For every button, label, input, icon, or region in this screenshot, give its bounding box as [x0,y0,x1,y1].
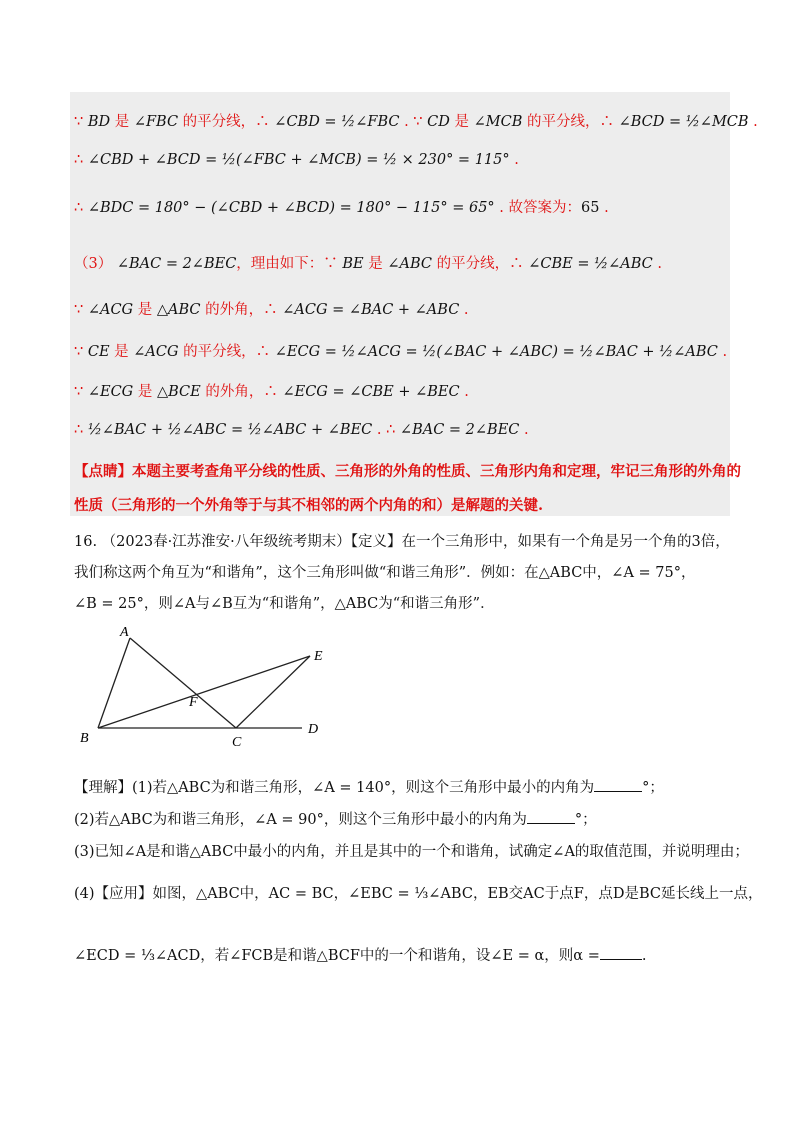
math-expression: CD [427,114,450,130]
solution-line [74,252,662,273]
math-expression: ∠CBE = ½∠ABC [528,256,653,272]
solution-text: . [652,256,662,272]
solution-text: 的平分线，∴ [432,256,529,272]
key-point-line-2: 性质（三角形的一个外角等于与其不相邻的两个内角的和）是解题的关键. [74,497,544,514]
math-expression: ∠ACG [133,344,179,360]
math-expression: ½∠BAC + ½∠ABC = ½∠ABC + ∠BEC [87,422,373,438]
solution-text: . [748,114,758,130]
math-expression: ∠ECG [87,384,134,400]
question-part-1: 【理解】(1)若△ABC为和谐三角形，∠A = 140°，则这个三角形中最小的内角为 °； [74,780,664,796]
question-part-4-cont: ∠ECD = ⅓∠ACD，若∠FCB是和谐△BCF中的一个和谐角，设∠E = α，则α = . [74,948,647,964]
math-expression: ∠CBD = ½∠FBC [274,114,400,130]
solution-line [74,152,519,168]
question-part-2: (2)若△ABC为和谐三角形，∠A = 90°，则这个三角形中最小的内角为 °； [74,812,597,828]
solution-text: . ∵ [399,114,428,130]
solution-line [74,110,758,131]
solution-text: 的平分线，∴ [522,114,619,130]
solution-block [70,92,758,516]
math-expression: ∠BAC = 2∠BEC [116,256,237,272]
question-part-3: (3)已知∠A是和谐△ABC中最小的内角，并且是其中的一个和谐角，试确定∠A的取值范围，并说明理由； [74,844,749,860]
math-expression: BD [87,114,111,130]
solution-text: ∴ [74,422,88,438]
segment-BE [98,656,310,728]
solution-text: 的外角，∴ [200,302,283,318]
label-B: B [80,731,89,746]
solution-text: 是 [133,302,157,318]
math-expression: △BCE [156,384,201,400]
question-part-4: (4)【应用】如图，△ABC中，AC = BC，∠EBC = ⅓∠ABC，EB交AC于点F，点D是BC延长线上一点， [74,886,763,902]
solution-text: . [599,200,609,216]
solution-text: ∵ [74,114,88,130]
solution-text: 65 [581,200,600,216]
label-D: D [308,722,319,737]
solution-text: ∵ [74,384,88,400]
solution-text: ∵ [74,302,88,318]
solution-text: ∴ [74,200,88,216]
math-expression: ∠FBC [133,114,179,130]
math-expression: ∠MCB [473,114,523,130]
math-expression: ∠ACG [87,302,134,318]
label-F: F [189,695,198,710]
solution-text: 的平分线，∴ [178,344,275,360]
math-expression: CE [87,344,110,360]
solution-text: 是 [363,256,388,272]
solution-text: 的平分线，∴ [178,114,275,130]
solution-text: . ∴ [372,422,400,438]
solution-text: ∴ [74,152,88,168]
solution-text: . [459,302,469,318]
solution-text: . [459,384,469,400]
solution-text: . [519,422,529,438]
label-C: C [232,735,242,750]
geometry-figure [74,624,334,754]
math-expression: ∠ACG = ∠BAC + ∠ABC [282,302,460,318]
solution-line [74,196,609,217]
solution-text: 是 [133,384,157,400]
math-expression: ∠BCD = ½∠MCB [618,114,749,130]
solution-text: . [717,344,728,360]
solution-text: . [509,152,519,168]
question-line-3: ∠B = 25°，则∠A与∠B互为“和谐角”，△ABC为“和谐三角形”． [74,596,495,612]
solution-text: （3） [74,256,117,272]
math-expression: ∠BAC = 2∠BEC [399,422,520,438]
math-expression: ∠ECG = ∠CBE + ∠BEC [282,384,460,400]
solution-text: ，理由如下：∵ [236,256,343,272]
math-expression: ∠ECG = ½∠ACG = ½(∠BAC + ∠ABC) = ½∠BAC + ½∠ABC [274,344,718,360]
solution-text: 是 [109,344,134,360]
solution-line [74,298,469,319]
label-A: A [120,625,129,640]
math-expression: ∠BDC = 180° − (∠CBD + ∠BCD) = 180° − 115° = 65° [87,200,495,216]
math-expression: △ABC [156,302,201,318]
solution-text: 是 [110,114,134,130]
solution-text: 的外角，∴ [200,384,283,400]
solution-line [74,340,727,361]
segment-CE [236,656,310,728]
solution-line [74,380,469,401]
math-expression: ∠ABC [387,256,433,272]
math-expression: BE [342,256,364,272]
solution-text: . 故答案为： [494,200,582,216]
solution-line [74,422,529,438]
answer-blank-1[interactable] [594,781,642,792]
question-line-2: 我们称这两个角互为“和谐角”，这个三角形叫做“和谐三角形”．例如：在△ABC中，∠A = 75°， [74,565,696,581]
key-point-line-1: 【点睛】本题主要考查角平分线的性质、三角形的外角的性质、三角形内角和定理，牢记三角形的外角的 [74,463,741,480]
segment-AC [130,638,236,728]
solution-text: 是 [449,114,474,130]
segment-AB [98,638,130,728]
math-expression: ∠CBD + ∠BCD = ½(∠FBC + ∠MCB) = ½ × 230° = 115° [87,152,510,168]
label-E: E [314,649,323,664]
answer-blank-4[interactable] [600,949,642,960]
answer-blank-2[interactable] [527,813,575,824]
solution-text: ∵ [74,344,88,360]
question-line-1: 16. （2023春·江苏淮安·八年级统考期末）【定义】在一个三角形中，如果有一个角是另一个角的3倍， [74,534,730,550]
